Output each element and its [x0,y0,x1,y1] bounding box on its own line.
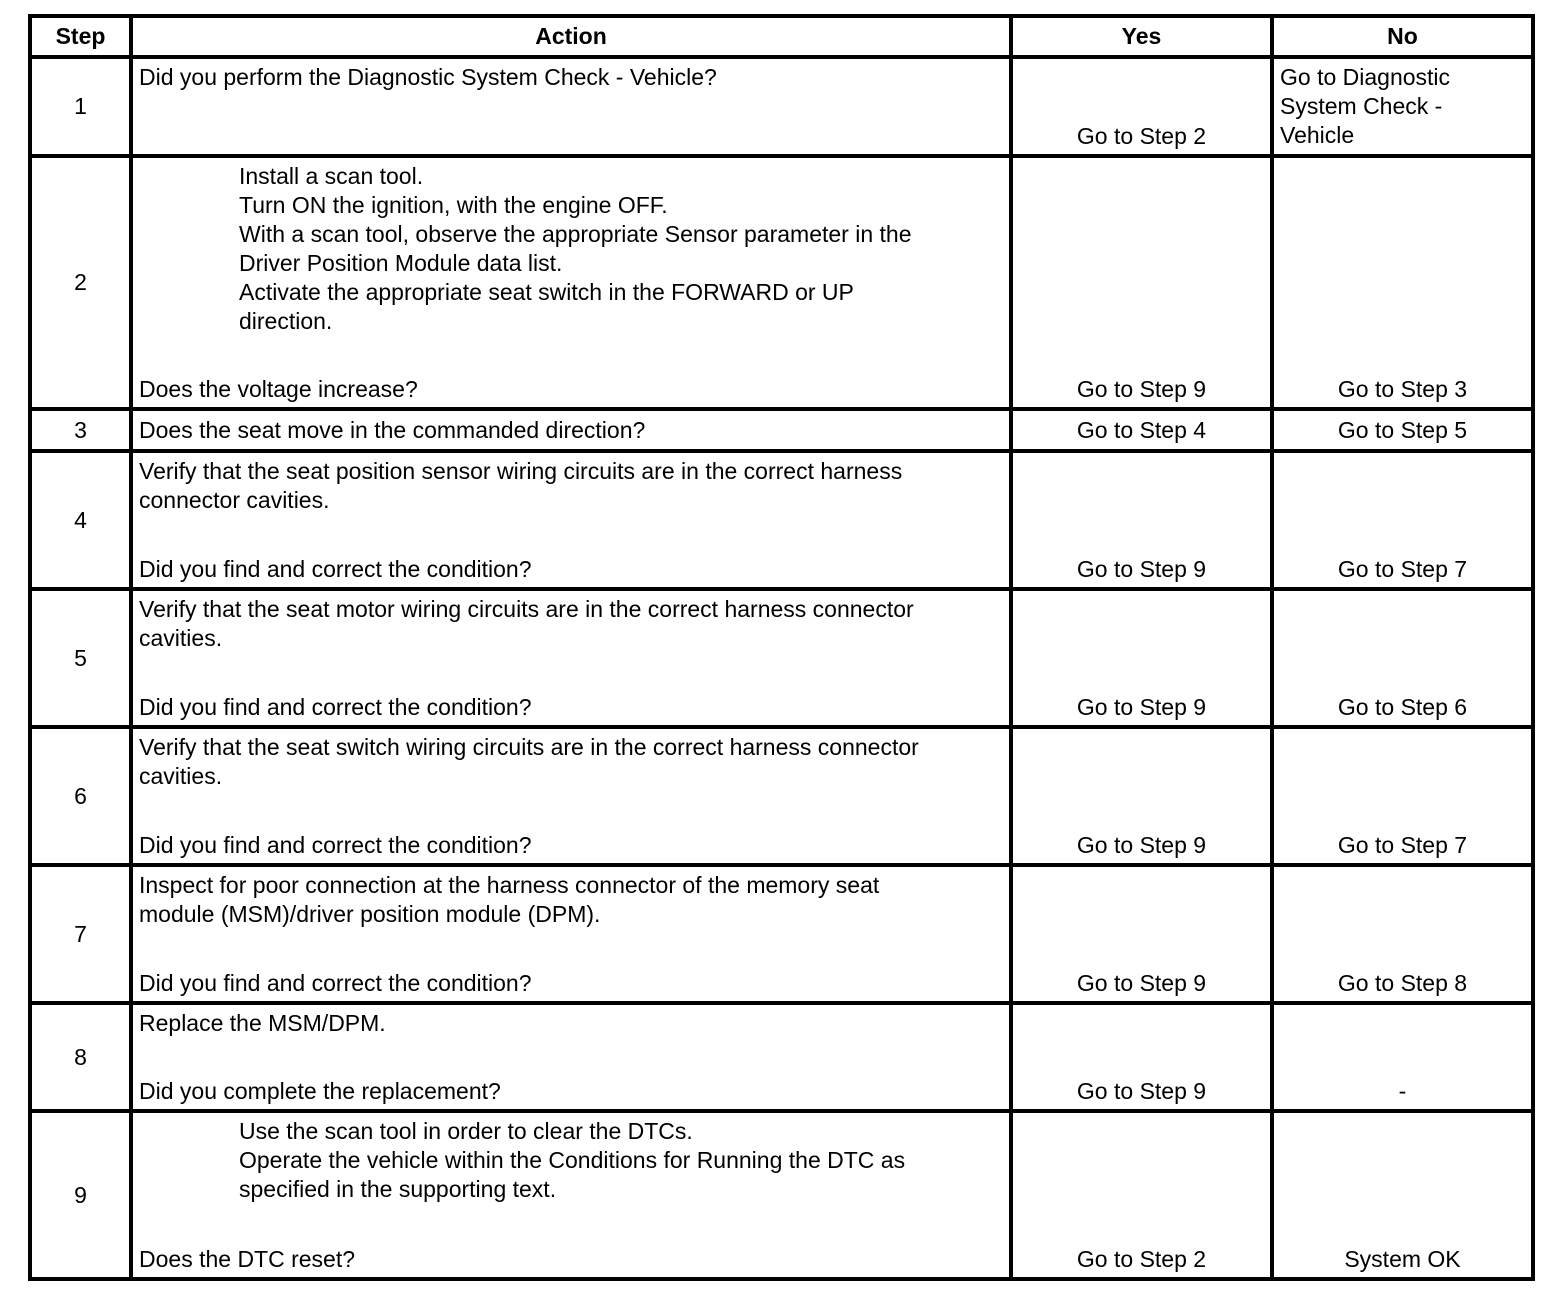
yes-text: Go to Step 2 [1076,123,1207,149]
step-number: 1 [30,57,131,156]
action-bullet: With a scan tool, observe the appropriate Sensor parameter in the [239,221,912,247]
no-text: System Check - [1280,93,1443,119]
table-row [30,865,1533,1003]
table-row [30,57,1533,156]
yes-text: Go to Step 9 [1076,556,1207,582]
table-row [30,1003,1533,1111]
no-cell [1272,589,1533,727]
action-cell [131,1111,1011,1279]
no-text: Vehicle [1280,122,1355,148]
no-cell [1272,865,1533,1003]
step-number: 8 [30,1003,131,1111]
no-text: System OK [1344,1246,1461,1272]
header-no: No [1272,16,1533,57]
action-cell [131,156,1011,409]
action-cell [131,451,1011,589]
no-text: Go to Diagnostic [1280,64,1451,90]
table-row [30,727,1533,865]
yes-cell [1011,451,1272,589]
yes-text: Go to Step 9 [1076,1078,1207,1104]
action-question: Did you complete the replacement? [139,1078,501,1104]
action-bullet: Use the scan tool in order to clear the DTCs. [239,1118,693,1144]
step-number: 3 [30,409,131,451]
no-cell [1272,451,1533,589]
action-text: Verify that the seat motor wiring circuits are in the correct harness connector [139,596,914,622]
step-number: 4 [30,451,131,589]
no-cell [1272,727,1533,865]
yes-cell [1011,727,1272,865]
no-text: - [1398,1078,1407,1104]
step-number: 7 [30,865,131,1003]
action-bullet: Operate the vehicle within the Conditions for Running the DTC as [239,1147,906,1173]
action-question: Did you find and correct the condition? [139,832,532,858]
step-number: 9 [30,1111,131,1279]
yes-text: Go to Step 2 [1076,1246,1207,1272]
action-text: Inspect for poor connection at the harness connector of the memory seat [139,872,880,898]
action-bullet: Driver Position Module data list. [239,250,563,276]
no-cell [1272,156,1533,409]
step-number: 2 [30,156,131,409]
action-text: connector cavities. [139,487,330,513]
action-question: Did you find and correct the condition? [139,694,532,720]
action-text: Did you perform the Diagnostic System Check - Vehicle? [139,64,717,90]
step-number: 5 [30,589,131,727]
table-row [30,156,1533,409]
yes-text: Go to Step 9 [1076,832,1207,858]
action-text: Replace the MSM/DPM. [139,1010,386,1036]
table-row [30,409,1533,451]
header-step: Step [30,16,131,57]
no-text: Go to Step 3 [1337,376,1468,402]
action-bullet: Turn ON the ignition, with the engine OFF. [239,192,668,218]
no-cell [1272,57,1533,156]
action-text: Verify that the seat switch wiring circuits are in the correct harness connector [139,734,919,760]
action-text: cavities. [139,763,223,789]
action-question: Did you find and correct the condition? [139,556,532,582]
yes-cell [1011,865,1272,1003]
action-bullet: direction. [239,308,333,334]
yes-cell [1011,57,1272,156]
step-number: 6 [30,727,131,865]
action-question: Does the seat move in the commanded direction? [139,416,646,443]
table-row [30,1111,1533,1279]
yes-cell [1011,589,1272,727]
yes-cell [1011,1003,1272,1111]
yes-text: Go to Step 4 [1076,416,1207,443]
action-bullet: Activate the appropriate seat switch in the FORWARD or UP [239,279,854,305]
action-question: Does the DTC reset? [139,1246,356,1272]
action-text: Verify that the seat position sensor wiring circuits are in the correct harness [139,458,903,484]
action-text: module (MSM)/driver position module (DPM). [139,901,601,927]
yes-cell [1011,409,1272,451]
action-question: Did you find and correct the condition? [139,970,532,996]
diagnostic-table [28,14,1535,1281]
action-cell [131,57,1011,156]
no-text: Go to Step 8 [1337,970,1468,996]
action-cell [131,865,1011,1003]
yes-cell [1011,156,1272,409]
no-text: Go to Step 7 [1337,556,1468,582]
action-bullet: specified in the supporting text. [239,1176,557,1202]
no-cell [1272,409,1533,451]
header-yes: Yes [1011,16,1272,57]
no-cell [1272,1003,1533,1111]
action-cell [131,1003,1011,1111]
table-row [30,451,1533,589]
no-text: Go to Step 7 [1337,832,1468,858]
action-cell [131,727,1011,865]
header-action: Action [131,16,1011,57]
action-bullet: Install a scan tool. [239,163,424,189]
header-row [30,16,1533,57]
no-text: Go to Step 6 [1337,694,1468,720]
no-text: Go to Step 5 [1337,416,1468,443]
yes-cell [1011,1111,1272,1279]
action-text: cavities. [139,625,223,651]
action-cell [131,409,1011,451]
action-cell [131,589,1011,727]
table-row [30,589,1533,727]
action-question: Does the voltage increase? [139,376,418,402]
yes-text: Go to Step 9 [1076,694,1207,720]
no-cell [1272,1111,1533,1279]
yes-text: Go to Step 9 [1076,970,1207,996]
yes-text: Go to Step 9 [1076,376,1207,402]
